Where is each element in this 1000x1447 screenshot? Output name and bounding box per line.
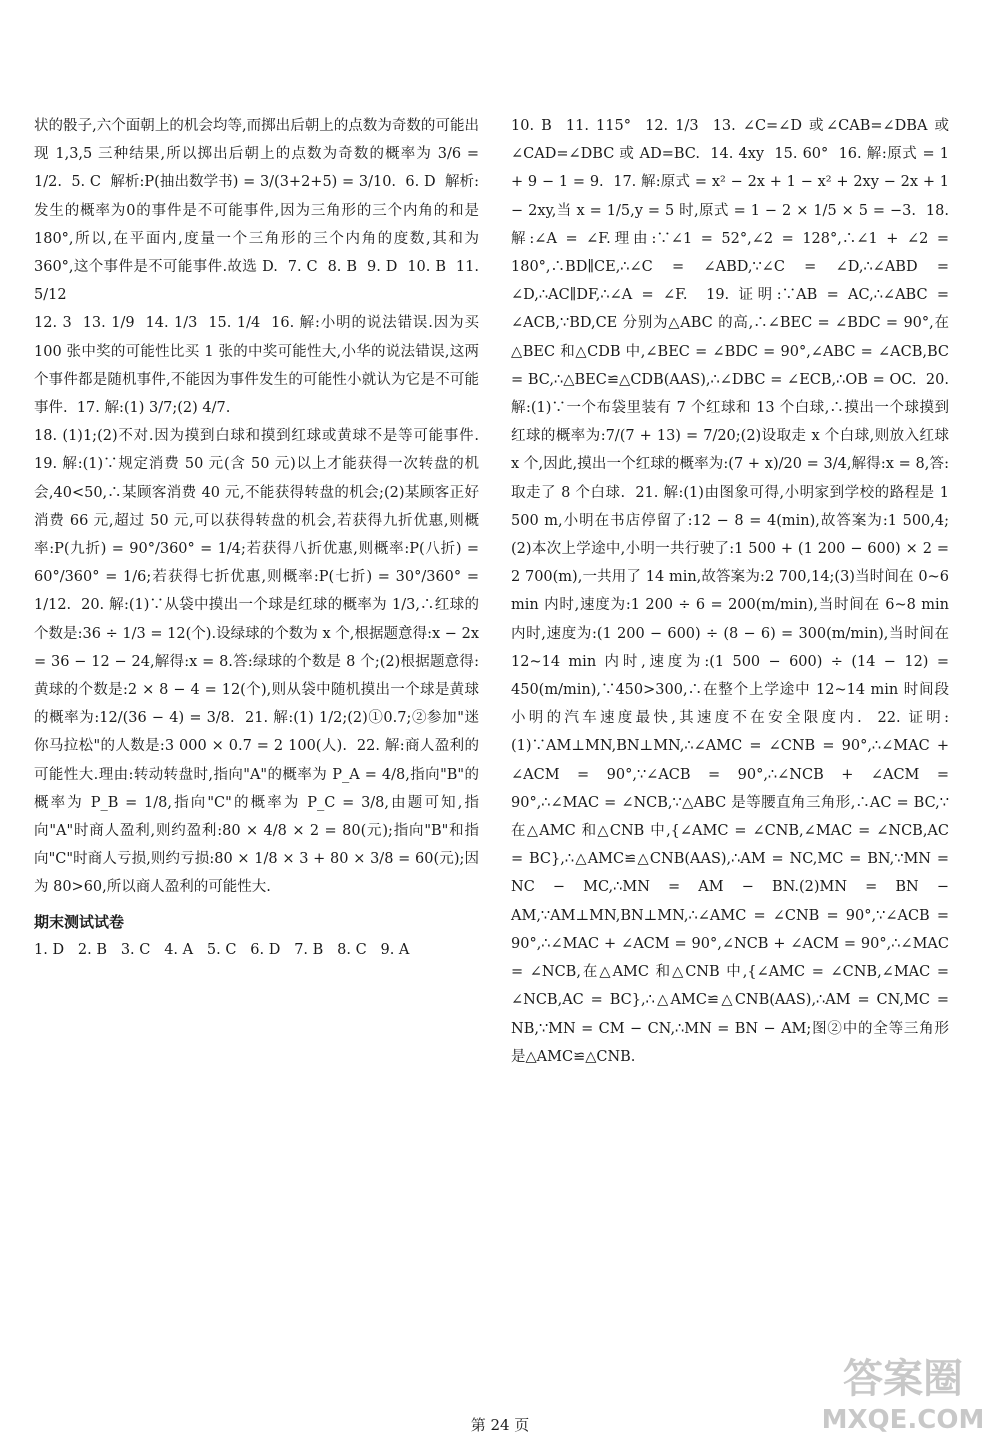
watermark-url: MXQE.COM xyxy=(821,1405,985,1435)
answer-paragraph: 状的骰子,六个面朝上的机会均等,而掷出后朝上的点数为奇数的可能出现 1,3,5 三种结果,所以掷出后朝上的点数为奇数的概率为 3/6 = 1/2. 5. C 解析:P(抽出数学书) = 3/(3+2+5) = 3/10. 6. D 解析:发生的概率为0的事件是不可能事件,因为三角形的三个内角的和是 180°,所以,在平面内,度量一个三角形的三个内角的度数,其和为 360°,这个事件是不可能事件.故选 D. 7. C 8. B 9. D 10. B 11. 5/12 xyxy=(34,118,484,304)
watermark-logo xyxy=(818,1340,988,1440)
section-title: 期末测试试卷 xyxy=(34,912,125,931)
answer-paragraph: 18. (1)1;(2)不对.因为摸到白球和摸到红球或黄球不是等可能事件. 19. 解:(1)∵规定消费 50 元(含 50 元)以上才能获得一次转盘的机会,40<50,∴某顾客消费 40 元,不能获得转盘的机会;(2)某顾客正好消费 66 元,超过 50 元,可以获得转盘的机会,若获得九折优惠,则概率:P(九折) = 90°/360° = 1/4;若获得八折优惠,则概率:P(八折) = 60°/360° = 1/6;若获得七折优惠,则概率:P(七折) = 30°/360° = 1/12. 20. 解:(1)∵从袋中摸出一个球是红球的概率为 1/3,∴红球的个数是:36 ÷ 1/3 = 12(个).设绿球的个数为 x 个,根据题意得:x − 2x = 36 − 12 − 24,解得:x = 8.答:绿球的个数是 8 个;(2)根据题意得:黄球的个数是:2 × 8 − 4 = 12(个),则从袋中随机摸出一个球是黄球的概率为:12/(36 − 4) = 3/8. 21. 解:(1) 1/2;(2)①0.7;②参加"迷你马拉松"的人数是:3 000 × 0.7 = 2 100(人). 22. 解:商人盈利的可能性大.理由:转动转盘时,指向"A"的概率为 P_A = 4/8,指向"B"的概率为 P_B = 1/8,指向"C"的概率为 P_C = 3/8,由题可知,指向"A"时商人盈利,则约盈利:80 × 4/8 × 2 = 80(元);指向"B"和指向"C"时商人亏损,则约亏损:80 × 1/8 × 3 + 80 × 3/8 = 60(元);因为 80>60,所以商人盈利的可能性大. xyxy=(34,428,489,896)
page-number: 第 24 页 xyxy=(470,1416,530,1434)
right-column xyxy=(511,112,954,1071)
watermark-title: 答案圈 xyxy=(843,1356,963,1402)
final-test-answers: 1. D 2. B 3. C 4. A 5. C 6. D 7. B 8. C 9. A xyxy=(34,941,410,958)
answer-paragraph: 12. 3 13. 1/9 14. 1/3 15. 1/4 16. 解:小明的说法错误.因为买 100 张中奖的可能性比买 1 张的中奖可能性大,小华的说法错误,这两个事件都是随机事件,不能因为事件发生的可能性小就认为它是不可能事件. 17. 解:(1) 3/7;(2) 4/7. xyxy=(34,315,484,417)
answer-paragraph: 10. B 11. 115° 12. 1/3 13. ∠C=∠D 或∠CAB=∠DBA 或∠CAD=∠DBC 或 AD=BC. 14. 4xy 15. 60° 16. 解:原式 = 1 + 9 − 1 = 9. 17. 解:原式 = x² − 2x + 1 − x² + 2xy − 2x + 1 − 2xy,当 x = 1/5,y = 5 时,原式 = 1 − 2 × 1/5 × 5 = −3. 18. 解:∠A = ∠F.理由:∵∠1 = 52°,∠2 = 128°,∴∠1 + ∠2 = 180°,∴BD∥CE,∴∠C = ∠ABD,∵∠C = ∠D,∴∠ABD = ∠D,∴AC∥DF,∴∠A = ∠F. 19. 证明:∵AB = AC,∴∠ABC = ∠ACB,∵BD,CE 分别为△ABC 的高,∴∠BEC = ∠BDC = 90°,在△BEC 和△CDB 中,∠BEC = ∠BDC = 90°,∠ABC = ∠ACB,BC = BC,∴△BEC≌△CDB(AAS),∴∠DBC = ∠ECB,∴OB = OC. 20. 解:(1)∵一个布袋里装有 7 个红球和 13 个白球,∴摸出一个球摸到红球的概率为:7/(7 + 13) = 7/20;(2)设取走 x 个白球,则放入红球 x 个,因此,摸出一个红球的概率为:(7 + x)/20 = 3/4,解得:x = 8,答:取走了 8 个白球. 21. 解:(1)由图象可得,小明家到学校的路程是 1 500 m,小明在书店停留了:12 − 8 = 4(min),故答案为:1 500,4;(2)本次上学途中,小明一共行驶了:1 500 + (1 200 − 600) × 2 = 2 700(m),一共用了 14 min,故答案为:2 700,14;(3)当时间在 0~6 min 内时,速度为:1 200 ÷ 6 = 200(m/min),当时间在 6~8 min 内时,速度为:(1 200 − 600) ÷ (8 − 6) = 300(m/min),当时间在 12~14 min 内时,速度为:(1 500 − 600) ÷ (14 − 12) = 450(m/min),∵450>300,∴在整个上学途中 12~14 min 时间段小明的汽车速度最快,其速度不在安全限度内. 22. 证明:(1)∵AM⊥MN,BN⊥MN,∴∠AMC = ∠CNB = 90°,∴∠MAC + ∠ACM = 90°,∵∠ACB = 90°,∴∠NCB + ∠ACM = 90°,∴∠MAC = ∠NCB,∵△ABC 是等腰直角三角形,∴AC = BC,∵在△AMC 和△CNB 中,{∠AMC = ∠CNB,∠MAC = ∠NCB,AC = BC},∴△AMC≌△CNB(AAS),∴AM = NC,MC = BN,∵MN = NC − MC,∴MN = AM − BN.(2)MN = BN − AM,∵AM⊥MN,BN⊥MN,∴∠AMC = ∠CNB = 90°,∵∠ACB = 90°,∴∠MAC + ∠ACM = 90°,∠NCB + ∠ACM = 90°,∴∠MAC = ∠NCB,在△AMC 和△CNB 中,{∠AMC = ∠CNB,∠MAC = ∠NCB,AC = BC},∴△AMC≌△CNB(AAS),∴AM = CN,MC = NB,∵MN = CM − CN,∴MN = BN − AM;图②中的全等三角形是△AMC≌△CNB. xyxy=(511,118,954,1065)
left-column xyxy=(34,112,489,964)
